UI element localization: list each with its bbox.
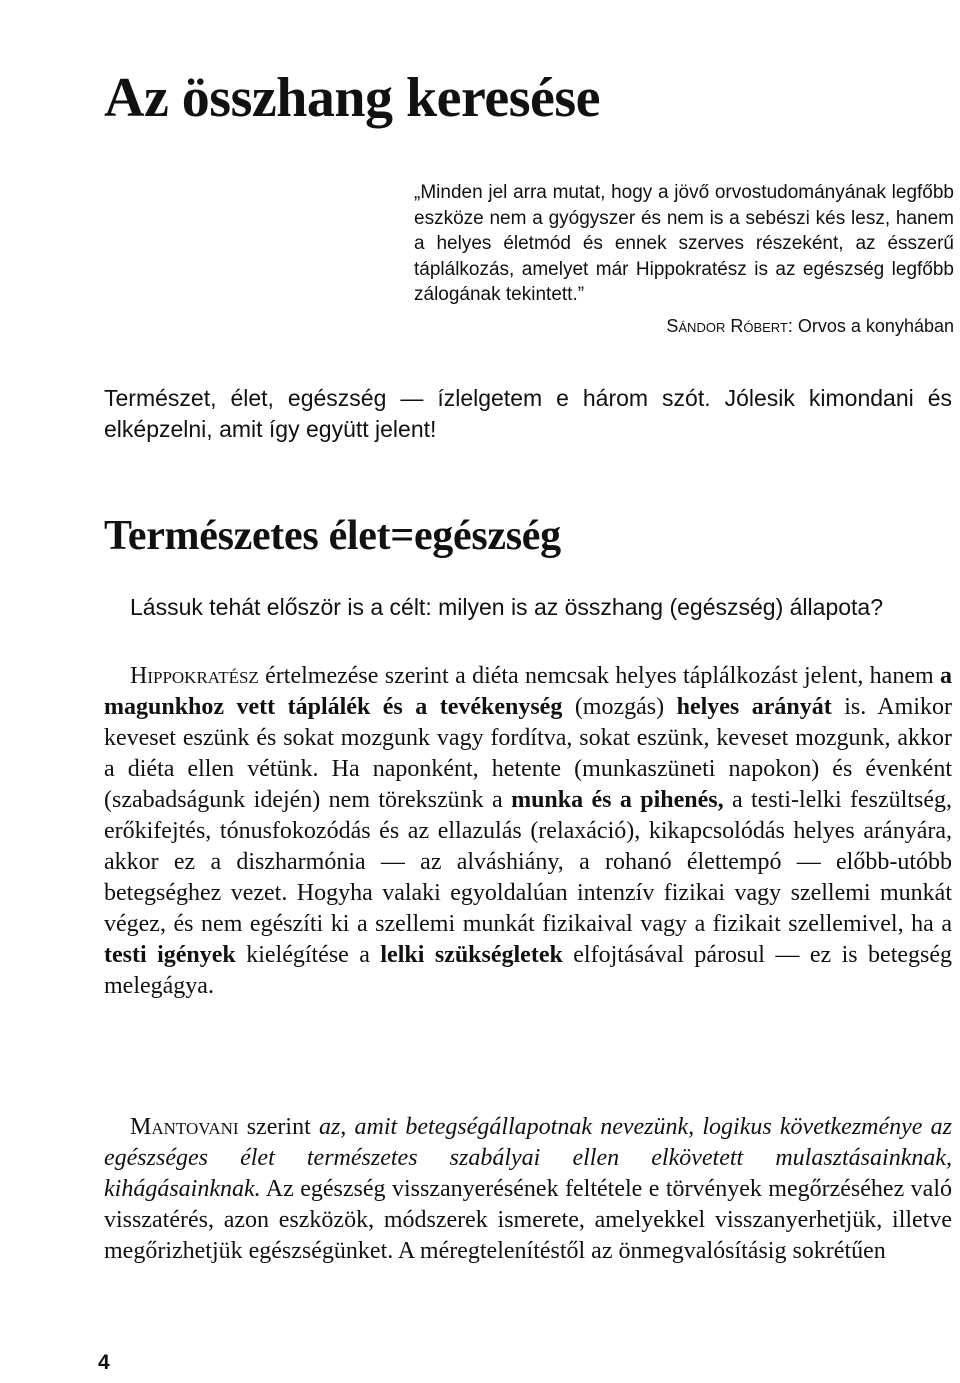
chapter-title: Az összhang keresése — [104, 67, 601, 129]
epigraph-author: Sándor Róbert — [666, 315, 788, 336]
bold-run: testi igények — [104, 942, 236, 968]
italic-run: az, amit betegségállapotnak nevezünk, logikus következménye az egészséges élet természetes szabályai ellen elkövetett mulasztásainknak, kihágásainknak. — [104, 1114, 952, 1202]
author-name-hippokrates: Hippokratész — [130, 663, 259, 689]
page-number: 4 — [98, 1351, 110, 1374]
section-title: Természetes élet=egészség — [104, 513, 561, 559]
paragraph-hippokrates — [104, 661, 952, 1002]
text-run: értelmezése szerint a diéta nemcsak helyes táplálkozást jelent, hanem — [258, 663, 940, 689]
epigraph-book-title: Orvos a konyhában — [797, 315, 954, 336]
text-run: elfojtásával párosul — ez is betegség melegágya. — [104, 942, 953, 999]
text-run: kielégítése a — [235, 942, 381, 968]
author-name-mantovani: Mantovani — [130, 1114, 239, 1140]
bold-run: a magunkhoz vett táplálék és a tevékenység — [104, 663, 952, 720]
bold-run: helyes arányát — [676, 694, 832, 720]
intro-paragraph: Természet, élet, egészség — ízlelgetem e három szót. Jólesik kimondani és elképzelni, amit így együtt jelent! — [104, 385, 952, 442]
text-run: a testi-lelki feszültség, erőkifejtés, tónusfokozódás és az ellazulás (relaxáció), kikapcsolódás helyes arányára, akkor ez a diszharmónia — az alváshiány, a rohanó élettempó — előbb-utóbb betegséghez vezet. Hogyha valaki egyoldalúan intenzív fizikai vagy szellemi munkát végez, és nem egészíti ki a szellemi munkát fizikaival vagy a fizikait szellemivel, ha a — [104, 787, 952, 937]
paragraph-goal: Lássuk tehát először is a célt: milyen is az összhang (egészség) állapota? — [130, 594, 884, 620]
text-run: is. Amikor keveset eszünk és sokat mozgunk vagy fordítva, sokat eszünk, keveset mozgunk, akkor a diéta ellen vétünk. Ha naponként, hetente (munkaszüneti napokon) és évenként (szabadságunk idején) nem törekszünk a — [104, 694, 953, 813]
epigraph-quote: „Minden jel arra mutat, hogy a jövő orvostudományának legfőbb eszköze nem a gyógyszer és nem is a sebészi kés lesz, hanem a helyes életmód és ennek szerves részeként, az ésszerű táplálkozás, amelyet már Hippokratész is az egészség legfőbb zálogának tekintett.” — [414, 182, 954, 305]
text-run: szerint — [238, 1114, 319, 1140]
bold-run: lelki szükségletek — [380, 942, 563, 968]
epigraph-separator: : — [787, 315, 798, 336]
paragraph-mantovani — [104, 1112, 952, 1267]
epigraph-source — [414, 314, 954, 340]
epigraph — [414, 180, 954, 339]
text-run: Az egészség visszanyerésének feltétele e törvények megőrzéséhez való visszatérés, azon eszközök, módszerek ismerete, amelyekkel visszanyerhetjük, illetve megőrizhetjük egészségünket. A méregtelenítéstől az önmegvalósításig sokrétűen — [104, 1176, 952, 1264]
bold-run: munka és a pihenés, — [511, 787, 724, 813]
text-run: (mozgás) — [562, 694, 677, 720]
